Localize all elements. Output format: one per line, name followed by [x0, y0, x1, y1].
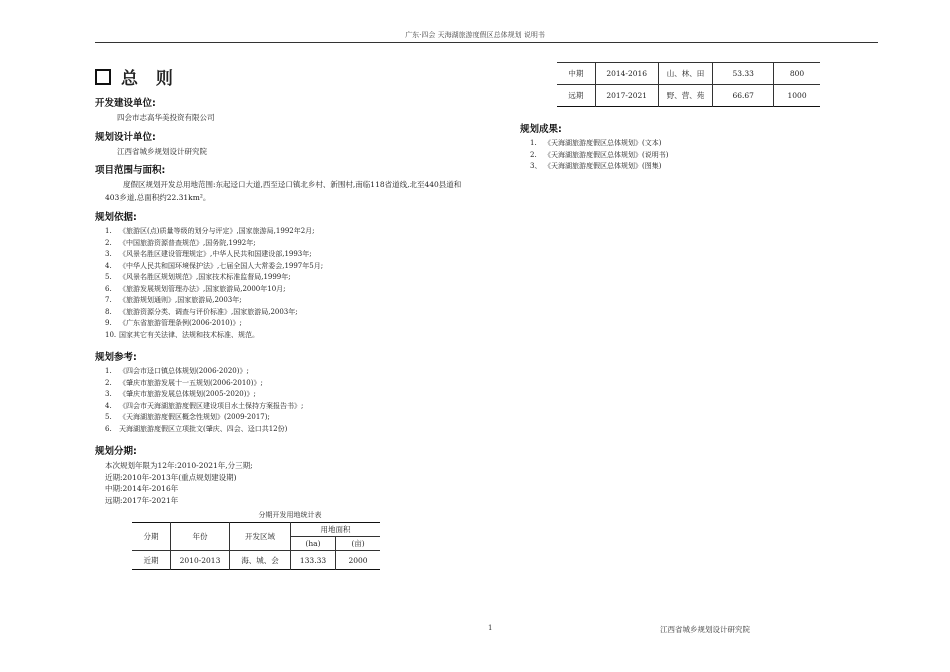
references-list [95, 366, 465, 435]
list-item: 4. 《中华人民共和国环境保护法》,七届全国人大常委会,1997年5月; [105, 261, 324, 270]
table-header-area: 用地面积 [291, 523, 381, 537]
list-item: 1. 《四会市迳口镇总体规划(2006-2020)》; [105, 367, 249, 375]
land-table [132, 522, 380, 570]
table-header-ha: (ha) [291, 537, 336, 551]
footer-organization: 江西省城乡规划设计研究院 [660, 625, 750, 634]
list-item: 3. 《风景名胜区建设管理规定》,中华人民共和国建设部,1993年; [105, 250, 312, 258]
list-item: 5. 《天海湖旅游度假区概念性规划》(2009-2017); [105, 413, 270, 421]
table-header-phase: 分期 [143, 532, 159, 541]
table-row: 近期 2010-2013 海、城、会 133.33 2000 [132, 551, 380, 570]
developer-heading: 开发建设单位: [95, 98, 156, 109]
basis-list [95, 226, 465, 341]
basis-heading: 规划依据: [95, 212, 137, 223]
list-item: 1. 《旅游区(点)质量等级的划分与评定》,国家旅游局,1992年2月; [105, 227, 315, 235]
list-item: 2. 《天海湖旅游度假区总体规划》(说明书) [530, 150, 669, 159]
planner-value: 江西省城乡规划设计研究院 [117, 146, 207, 156]
chapter-title-text: 总 则 [121, 69, 179, 89]
table-row: 中期 2014-2016 山、林、田 53.33 800 [557, 63, 820, 85]
header-title: 广东·四会 天海湖旅游度假区总体规划 说明书 [405, 31, 545, 39]
list-item: 6. 天海湖旅游度假区立项批文(肇庆、四会、迳口共12份) [105, 424, 288, 433]
results-heading: 规划成果: [520, 124, 562, 135]
planner-heading: 规划设计单位: [95, 131, 156, 143]
table-row: 远期 2017-2021 野、营、苑 66.67 1000 [557, 85, 820, 107]
page-number: 1 [488, 624, 493, 632]
list-item: 7. 《旅游规划通则》,国家旅游局,2003年; [105, 296, 242, 304]
references-heading: 规划参考: [95, 352, 137, 363]
developer-value: 四会市志高华美投资有限公司 [117, 113, 215, 122]
land-table-caption: 分期开发用地统计表 [258, 511, 322, 519]
square-icon [95, 69, 111, 85]
table-header-zone: 开发区域 [230, 523, 291, 551]
list-item: 1. 《天海湖旅游度假区总体规划》(文本) [530, 139, 662, 147]
phases-heading: 规划分期: [95, 446, 137, 457]
phases-line: 中期:2014年-2016年 [105, 484, 179, 493]
phases-line: 近期:2010年-2013年(重点规划建设期) [105, 472, 237, 482]
scope-text: 度假区规划开发总用地范围:东起迳口大道,西至迳口镇北乡村、新围村,南临118省道线,北至440县道和403乡道,总面积约22.31km²。 [105, 180, 462, 202]
list-item: 6. 《旅游发展规划管理办法》,国家旅游局,2000年10月; [105, 284, 286, 293]
list-item: 3. 《肇庆市旅游发展总体规划(2005-2020)》; [105, 390, 256, 398]
list-item: 4. 《四会市天海湖旅游度假区建设项目水土保持方案报告书》; [105, 401, 304, 410]
table-header-year: 年份 [171, 523, 230, 551]
list-item: 2. 《肇庆市旅游发展十一五规划(2006-2010)》; [105, 378, 263, 387]
list-item: 2. 《中国旅游资源普查规范》,国务院,1992年; [105, 238, 256, 247]
list-item: 8. 《旅游资源分类、调查与评价标准》,国家旅游局,2003年; [105, 307, 298, 316]
phases-line: 本次规划年限为12年:2010-2021年,分三期; [105, 461, 253, 470]
list-item: 3、 《天海湖旅游度假区总体规划》(图集) [530, 162, 662, 170]
header-rule [95, 42, 878, 43]
list-item: 10. 国家其它有关法律、法规和技术标准、规范。 [105, 330, 259, 339]
left-column [95, 62, 465, 570]
results-list [520, 138, 820, 173]
phases-line: 远期:2017年-2021年 [105, 495, 179, 505]
chapter-title [95, 64, 465, 89]
scope-heading: 项目范围与面积: [95, 165, 166, 176]
list-item: 9. 《广东省旅游管理条例(2006-2010)》; [105, 319, 242, 327]
table-header-mu: (亩) [336, 537, 381, 551]
right-column [520, 62, 820, 173]
land-table-continued [557, 62, 820, 107]
list-item: 5. 《风景名胜区规划规范》,国家技术标准监督局,1999年; [105, 273, 291, 281]
